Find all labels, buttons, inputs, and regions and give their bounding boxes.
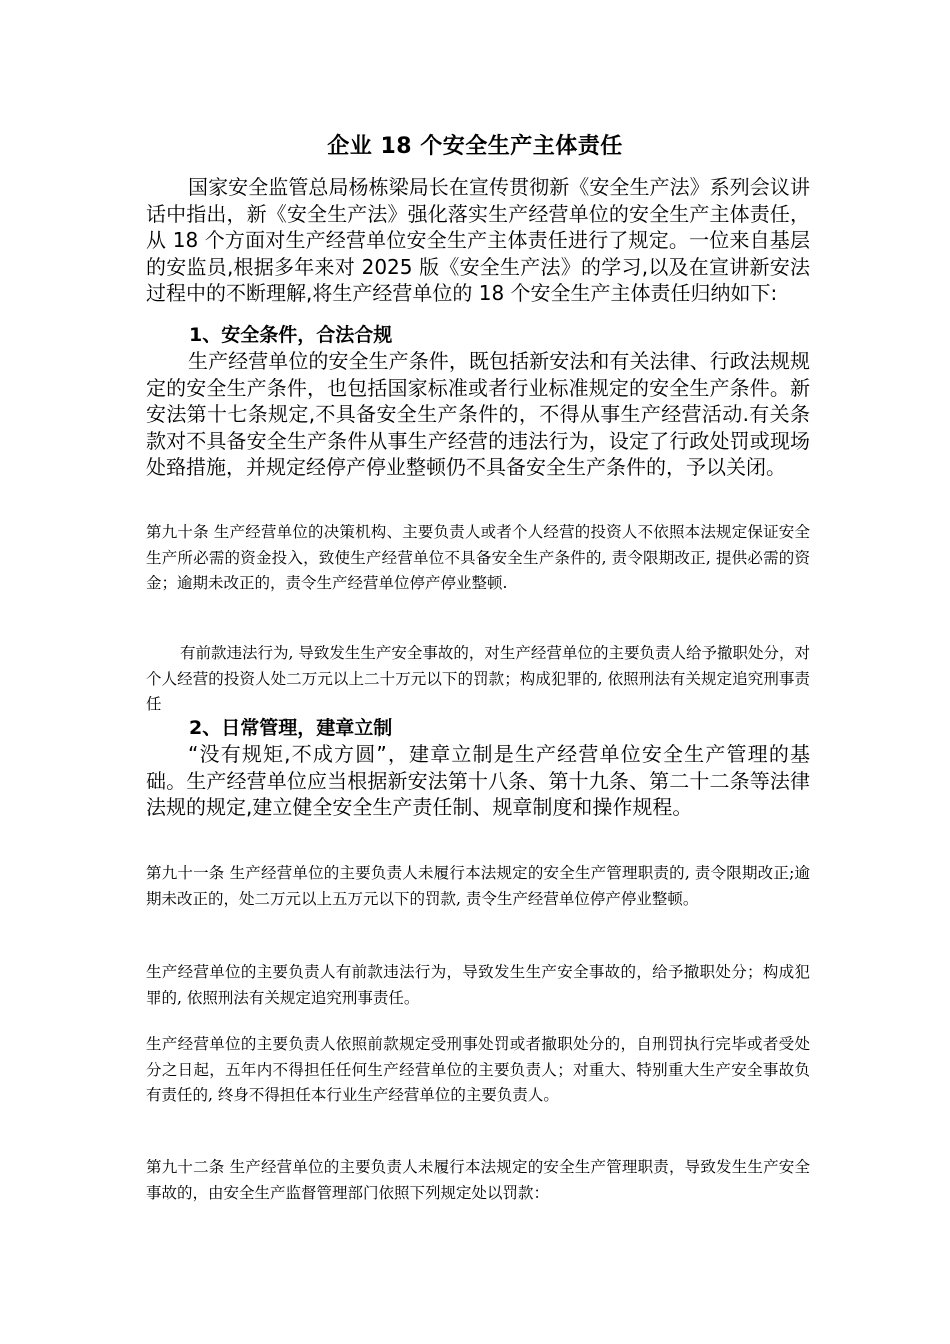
article-92: 第九十二条 生产经营单位的主要负责人未履行本法规定的安全生产管理职责，导致发生生产安全事故的，由安全生产监督管理部门依照下列规定处以罚款： [146,1158,810,1202]
section-1-body: 生产经营单位的安全生产条件，既包括新安法和有关法律、行政法规规定的安全生产条件，也包括国家标准或者行业标准规定的安全生产条件。新安法第十七条规定,不具备安全生产条件的，不得从事生产经营活动.有关条款对不具备安全生产条件从事生产经营的违法行为，设定了行政处罚或现场处臵措施，并规定经停产停业整顿仍不具备安全生产条件的，予以关闭。 [146,349,810,480]
article-90-paragraph-2: 有前款违法行为, 导致发生生产安全事故的，对生产经营单位的主要负责人给予撤职处分，对个人经营的投资人处二万元以上二十万元以下的罚款；构成犯罪的, 依照刑法有关规定追究刑事责任 [146,644,810,714]
article-91-paragraph-2: 生产经营单位的主要负责人有前款违法行为，导致发生生产安全事故的，给予撤职处分；构成犯罪的, 依照刑法有关规定追究刑事责任。 [146,963,810,1007]
article-91: 第九十一条 生产经营单位的主要负责人未履行本法规定的安全生产管理职责的, 责令限期改正;逾期未改正的，处二万元以上五万元以下的罚款, 责令生产经营单位停产停业整顿。 [146,864,810,908]
article-90: 第九十条 生产经营单位的决策机构、主要负责人或者个人经营的投资人不依照本法规定保证安全生产所必需的资金投入，致使生产经营单位不具备安全生产条件的, 责令限期改正, 提供必需的资金；逾期未改正的，责令生产经营单位停产停业整顿. [146,523,810,593]
section-heading-2: 2、日常管理，建章立制 [189,717,393,739]
section-heading-1: 1、安全条件，合法合规 [189,324,393,346]
document-title: 企业 18 个安全生产主体责任 [327,134,623,159]
article-91-paragraph-3: 生产经营单位的主要负责人依照前款规定受刑事处罚或者撤职处分的，自刑罚执行完毕或者受处分之日起，五年内不得担任任何生产经营单位的主要负责人；对重大、特别重大生产安全事故负有责任的, 终身不得担任本行业生产经营单位的主要负责人。 [146,1035,810,1105]
intro-paragraph: 国家安全监管总局杨栋梁局长在宣传贯彻新《安全生产法》系列会议讲话中指出，新《安全生产法》强化落实生产经营单位的安全生产主体责任，从 18 个方面对生产经营单位安全生产主体责任进行了规定。一位来自基层的安监员,根据多年来对 2025 版《安全生产法》的学习,以及在宣讲新安法过程中的不断理解,将生产经营单位的 18 个安全生产主体责任归纳如下: [146,175,810,306]
section-2-body: “没有规矩,不成方圆”，建章立制是生产经营单位安全生产管理的基础。生产经营单位应当根据新安法第十八条、第十九条、第二十二条等法律法规的规定,建立健全安全生产责任制、规章制度和操作规程。 [146,742,810,820]
